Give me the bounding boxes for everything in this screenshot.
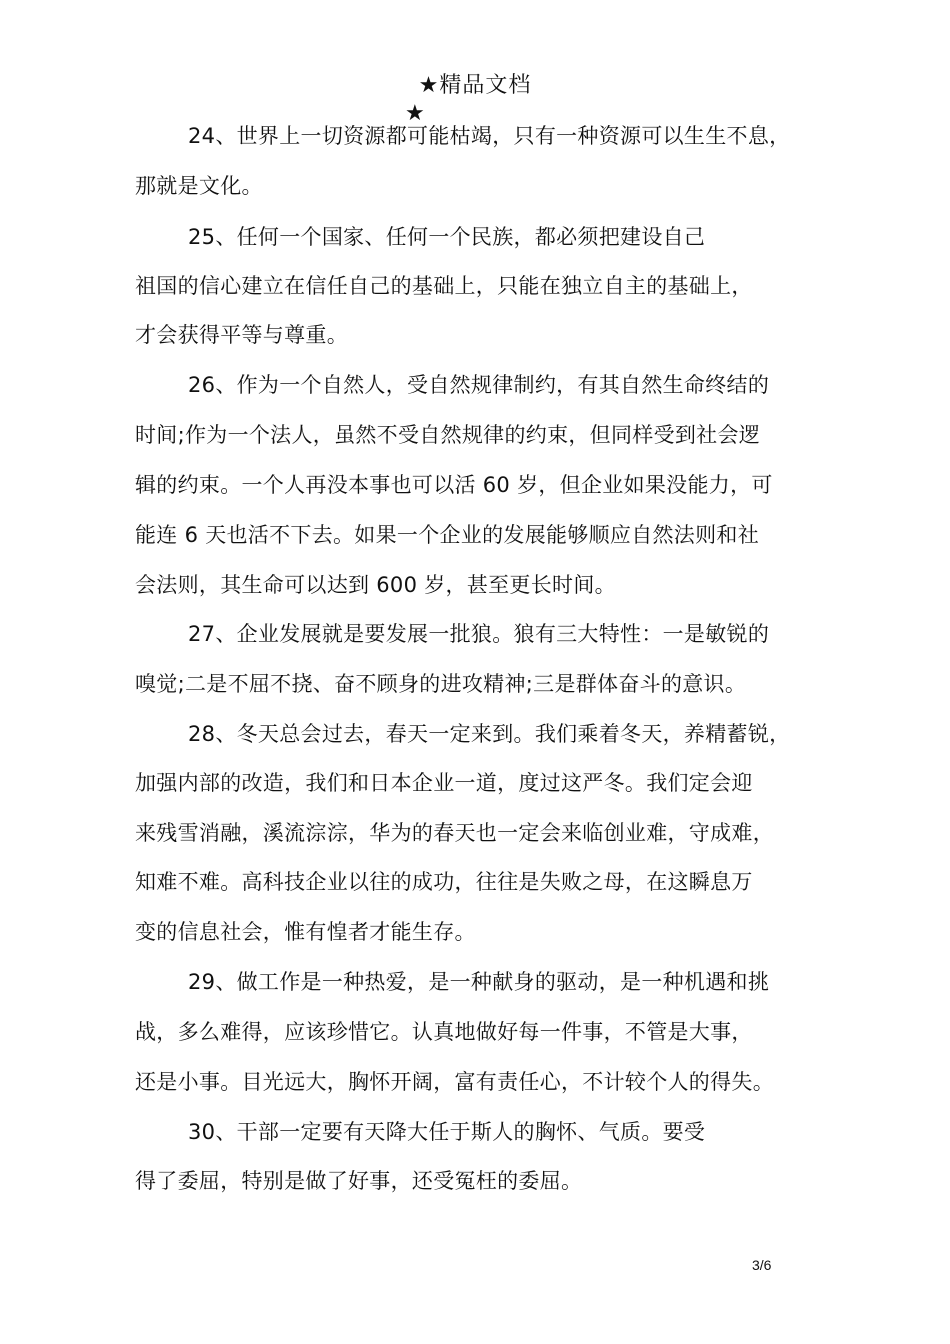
paragraph-28-line-4: 知难不难。高科技企业以往的成功，往往是失败之母，在这瞬息万 [135,870,753,894]
document-header: ★精品文档 [418,73,532,98]
paragraph-26-line-5: 会法则，其生命可以达到 600 岁，甚至更长时间。 [135,573,616,597]
paragraph-29-line-1: 29、做工作是一种热爱，是一种献身的驱动，是一种机遇和挑 [188,970,770,994]
paragraph-30-line-1: 30、干部一定要有天降大任于斯人的胸怀、气质。要受 [188,1120,706,1144]
paragraph-26-line-2: 时间;作为一个法人，虽然不受自然规律的约束，但同样受到社会逻 [135,423,761,447]
paragraph-28-line-3: 来残雪消融，溪流淙淙，华为的春天也一定会来临创业难，守成难， [135,821,774,845]
paragraph-27-line-2: 嗅觉;二是不屈不挠、奋不顾身的进攻精神;三是群体奋斗的意识。 [135,672,747,696]
paragraph-26-line-4: 能连 6 天也活不下去。如果一个企业的发展能够顺应自然法则和社 [135,523,760,547]
paragraph-28-line-1: 28、冬天总会过去，春天一定来到。我们乘着冬天，养精蓄锐， [188,722,791,746]
paragraph-28-line-5: 变的信息社会，惟有惶者才能生存。 [135,920,476,944]
header-star-icon: ★ [405,101,425,126]
paragraph-25-line-1: 25、任何一个国家、任何一个民族，都必须把建设自己 [188,225,706,249]
paragraph-29-line-2: 战，多么难得，应该珍惜它。认真地做好每一件事，不管是大事， [135,1020,753,1044]
paragraph-30-line-2: 得了委屈，特别是做了好事，还受冤枉的委屈。 [135,1169,583,1193]
paragraph-29-line-3: 还是小事。目光远大，胸怀开阔，富有责任心，不计较个人的得失。 [135,1070,774,1094]
paragraph-26-line-3: 辑的约束。一个人再没本事也可以活 60 岁，但企业如果没能力，可 [135,473,773,497]
paragraph-27-line-1: 27、企业发展就是要发展一批狼。狼有三大特性：一是敏锐的 [188,622,770,646]
paragraph-24-line-2: 那就是文化。 [135,174,263,198]
page-number: 3/6 [752,1257,772,1273]
paragraph-25-line-3: 才会获得平等与尊重。 [135,323,348,347]
paragraph-25-line-2: 祖国的信心建立在信任自己的基础上，只能在独立自主的基础上， [135,274,753,298]
paragraph-28-line-2: 加强内部的改造，我们和日本企业一道，度过这严冬。我们定会迎 [135,771,753,795]
paragraph-26-line-1: 26、作为一个自然人，受自然规律制约，有其自然生命终结的 [188,373,770,397]
paragraph-24-line-1: 24、世界上一切资源都可能枯竭，只有一种资源可以生生不息， [188,124,791,148]
